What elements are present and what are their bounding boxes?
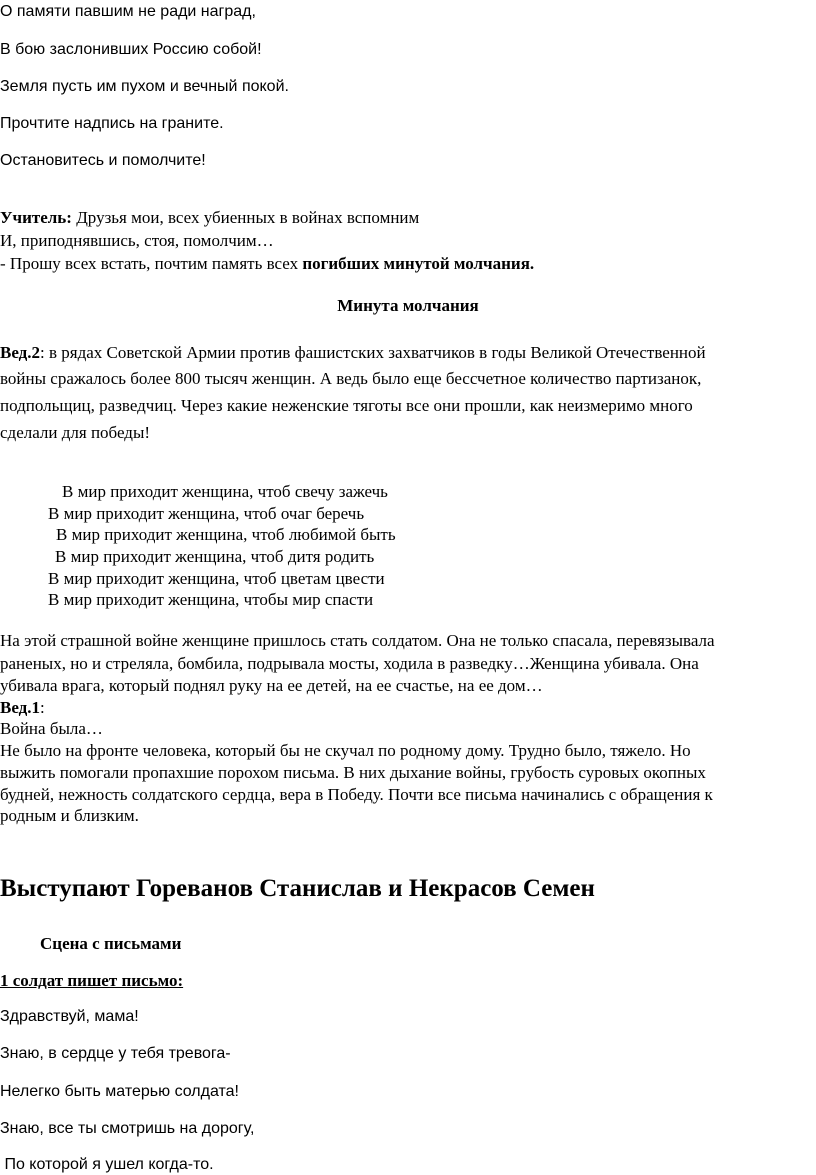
poem-intro-line: Прочтите надпись на граните. — [0, 115, 224, 132]
war-paragraph-line: На этой страшной войне женщине пришлось стать солдатом. Она не только спасала, перевязывала — [0, 631, 715, 650]
ved2-label: Вед.2 — [0, 343, 41, 362]
woman-poem-line: В мир приходит женщина, чтоб свечу зажечь — [62, 482, 388, 501]
poem-intro-line: Земля пусть им пухом и вечный покой. — [0, 78, 289, 95]
ved2-line: войны сражалось более 800 тысяч женщин. А ведь было еще бессчетное количество партизанок, — [0, 369, 702, 388]
scene-title: Сцена с письмами — [40, 934, 182, 953]
ved2-line-1 — [0, 343, 706, 363]
poem-intro-line: О памяти павшим не ради наград, — [0, 3, 256, 20]
woman-poem-line: В мир приходит женщина, чтобы мир спасти — [48, 590, 374, 609]
soldier-heading: 1 солдат пишет письмо: — [0, 971, 184, 990]
teacher-line-3 — [0, 254, 534, 274]
woman-poem-line: В мир приходит женщина, чтоб очаг беречь — [48, 504, 365, 523]
ved1-paragraph-line: родным и близким. — [0, 806, 139, 825]
letter-line: Знаю, все ты смотришь на дорогу, — [0, 1120, 255, 1137]
war-paragraph-line: убивала врага, который поднял руку на ее детей, на ее счастье, на ее дом… — [0, 676, 543, 695]
teacher-request: - Прошу всех встать, почтим память всех — [0, 254, 303, 273]
war-paragraph-line: раненых, но и стреляла, бомбила, подрывала мосты, ходила в разведку…Женщина убивала. Она — [0, 654, 699, 673]
teacher-line-2: И, приподнявшись, стоя, помолчим… — [0, 231, 274, 250]
performers-title: Выступают Гореванов Станислав и Некрасов Семен — [0, 875, 595, 902]
letter-line: По которой я ушел когда-то. — [0, 1156, 214, 1173]
woman-poem-line: В мир приходит женщина, чтоб дитя родить — [55, 547, 375, 566]
ved1-paragraph-line: выжить помогали пропахшие порохом письма. В них дыхание войны, грубость суровых окопных — [0, 763, 706, 782]
ved2-text: : в рядах Советской Армии против фашистских захватчиков в годы Великой Отечественной — [40, 343, 706, 362]
woman-poem-line: В мир приходит женщина, чтоб цветам цвести — [48, 569, 385, 588]
teacher-text: Друзья мои, всех убиенных в войнах вспомним — [71, 208, 420, 227]
minute-heading: Минута молчания — [337, 296, 479, 315]
teacher-line-1 — [0, 208, 419, 228]
poem-intro-line: Остановитесь и помолчите! — [0, 152, 206, 169]
ved2-line: подпольщиц, разведчиц. Через какие неженские тяготы все они прошли, как неизмеримо много — [0, 396, 693, 415]
ved1-label: Вед.1 — [0, 698, 41, 717]
letter-line: Знаю, в сердце у тебя тревога- — [0, 1045, 231, 1062]
ved1-heading — [0, 698, 45, 718]
letter-line: Здравствуй, мама! — [0, 1008, 139, 1025]
ved1-line: Война была… — [0, 719, 103, 738]
woman-poem-line: В мир приходит женщина, чтоб любимой быть — [56, 525, 396, 544]
teacher-label: Учитель: — [0, 208, 72, 227]
teacher-request-bold: погибших минутой молчания. — [302, 254, 535, 273]
ved1-paragraph-line: будней, нежность солдатского сердца, вера в Победу. Почти все письма начинались с обращения к — [0, 785, 713, 804]
poem-intro-line: В бою заслонивших Россию собой! — [0, 41, 262, 58]
letter-line: Нелегко быть матерью солдата! — [0, 1083, 239, 1100]
ved2-line: сделали для победы! — [0, 423, 151, 442]
ved1-colon: : — [40, 698, 45, 717]
ved1-paragraph-line: Не было на фронте человека, который бы не скучал по родному дому. Трудно было, тяжело. Но — [0, 741, 691, 760]
